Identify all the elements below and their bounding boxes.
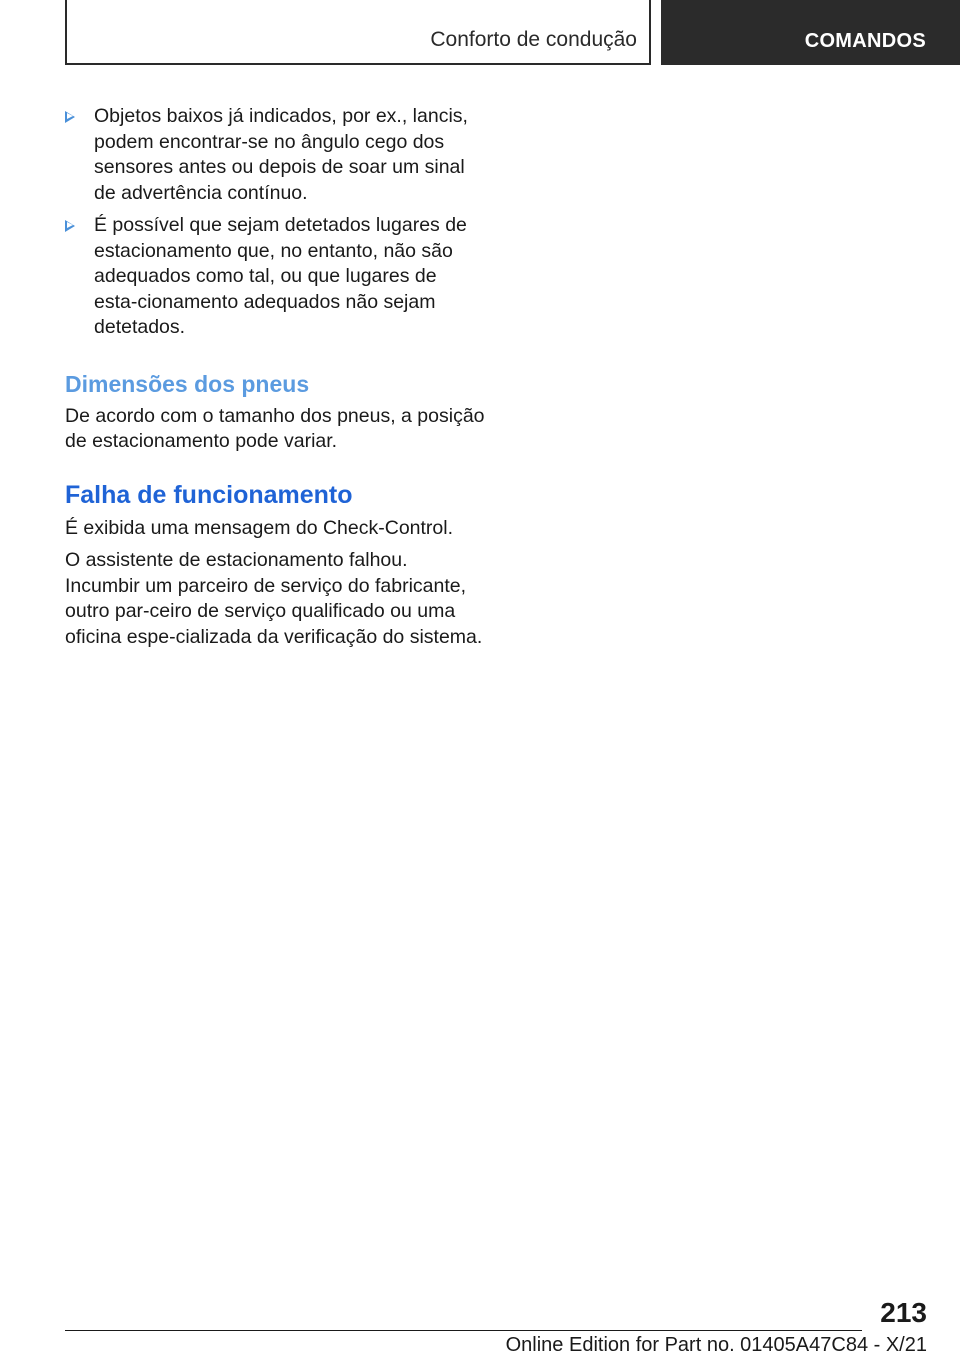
paragraph: O assistente de estacionamento falhou. Incumbir um parceiro de serviço do fabricante, outro par-ceiro de serviço qualificado ou uma oficina espe-cializada da verificação do sistema. xyxy=(65,549,483,648)
heading-tire-dimensions: Dimensões dos pneus xyxy=(65,370,310,397)
edition-footer: Online Edition for Part no. 01405A47C84 - X/21 xyxy=(505,1334,927,1356)
bullet-list xyxy=(65,104,485,341)
page-number: 213 xyxy=(880,1297,927,1328)
list-item-text: É possível que sejam detetados lugares de estacionamento que, no entanto, não são adequados como tal, ou que lugares de esta-cionamento adequados não sejam detetados. xyxy=(94,214,467,338)
heading-malfunction: Falha de funcionamento xyxy=(65,480,353,509)
chapter-tab-label: COMANDOS xyxy=(804,30,926,52)
footer-divider xyxy=(65,1330,862,1331)
main-content xyxy=(65,104,485,657)
paragraph: De acordo com o tamanho dos pneus, a posição de estacionamento pode variar. xyxy=(65,404,485,452)
triangle-bullet-icon xyxy=(65,220,75,232)
list-item-text: Objetos baixos já indicados, por ex., lancis, podem encontrar-se no ângulo cego dos sensores antes ou depois de soar um sinal de advertência contínuo. xyxy=(94,105,468,204)
list-item xyxy=(65,213,485,341)
triangle-bullet-icon xyxy=(65,111,75,123)
paragraph: É exibida uma mensagem do Check-Control. xyxy=(65,516,454,539)
section-title: Conforto de condução xyxy=(430,28,637,51)
list-item xyxy=(65,104,485,206)
chapter-tab xyxy=(661,0,960,65)
page-header-frame xyxy=(65,0,651,65)
